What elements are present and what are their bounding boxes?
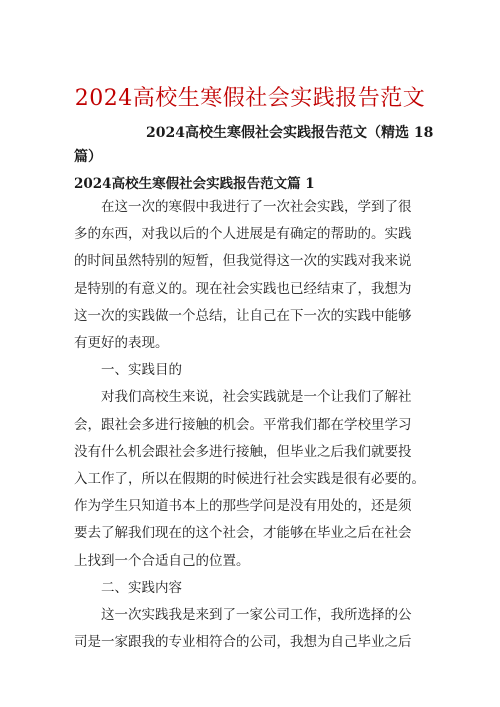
body-line: 会，跟社会多进行接触的机会。平常我们都在学校里学习 — [74, 416, 412, 433]
subtitle-line-1: 2024高校生寒假社会实践报告范文（精选 18 — [146, 125, 434, 141]
body-line: 是特别的有意义的。现在社会实践也已经结束了，我想为 — [74, 280, 412, 297]
heading-practice-purpose: 一、实践目的 — [101, 362, 182, 379]
body-line: 对我们高校生来说，社会实践就是一个让我们了解社 — [101, 389, 412, 406]
body-line: 这一次的实践做一个总结，让自己在下一次的实践中能够 — [74, 307, 412, 324]
document-body — [74, 194, 438, 656]
body-line: 在这一次的寒假中我进行了一次社会实践，学到了很 — [101, 199, 412, 215]
document-subtitle — [74, 121, 434, 169]
body-line: 有更好的表现。 — [74, 335, 169, 352]
body-line: 上找到一个合适自己的位置。 — [74, 552, 250, 569]
section-heading: 2024高校生寒假社会实践报告范文篇 1 — [74, 176, 315, 192]
body-line: 作为学生只知道书本上的那些学问是没有用处的，还是须 — [74, 498, 412, 515]
body-line: 没有什么机会跟社会多进行接触，但毕业之后我们就要投 — [74, 443, 412, 460]
body-line: 入工作了，所以在假期的时候进行社会实践是很有必要的。 — [74, 471, 425, 488]
body-line: 这一次实践我是来到了一家公司工作，我所选择的公 — [101, 607, 412, 624]
body-line: 要去了解我们现在的这个社会，才能够在毕业之后在社会 — [74, 525, 412, 542]
heading-practice-content: 二、实践内容 — [101, 579, 182, 596]
subtitle-line-2: 篇） — [74, 149, 102, 165]
body-line: 多的东西，对我以后的个人进展是有确定的帮助的。实践 — [74, 226, 412, 243]
body-line: 的时间虽然特别的短暂，但我觉得这一次的实践对我来说 — [74, 253, 412, 270]
document-title: 2024高校生寒假社会实践报告范文 — [74, 86, 426, 111]
body-line: 司是一家跟我的专业相符合的公司，我想为自己毕业之后 — [74, 634, 412, 651]
